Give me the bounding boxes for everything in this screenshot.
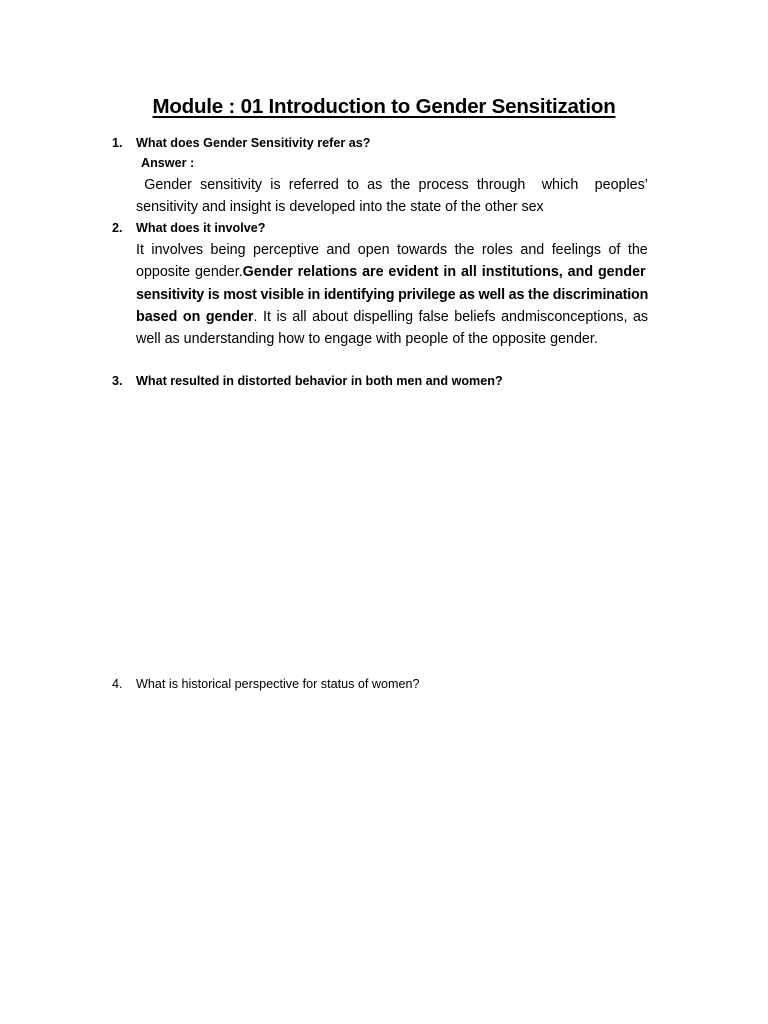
answer-text: opposite gender. (136, 264, 243, 281)
answer-text: . It is all about dispelling false beliefs andmisconceptions, as (253, 308, 649, 325)
answer-line: It involves being perceptive and open towards the roles and feelings of the (136, 242, 648, 258)
question-4 (112, 677, 419, 691)
answer-line (136, 261, 648, 283)
answer-label: Answer : (141, 156, 195, 170)
answer-bold-text: based on gender (136, 308, 254, 325)
question-number: 4. (112, 677, 123, 691)
answer-bold-text: Gender relations are evident in all institutions, and gender (242, 264, 646, 281)
answer-line (136, 284, 648, 306)
page-title: Module : 01 Introduction to Gender Sensitization (152, 95, 616, 118)
question-1 (112, 136, 370, 150)
question-number: 2. (112, 221, 123, 235)
question-text: What resulted in distorted behavior in both men and women? (136, 374, 503, 388)
question-text: What does Gender Sensitivity refer as? (136, 136, 371, 150)
answer-line (136, 306, 648, 328)
question-2 (112, 221, 265, 235)
answer-line: well as understanding how to engage with people of the opposite gender. (136, 331, 598, 348)
question-number: 1. (112, 136, 123, 150)
question-number: 3. (112, 374, 123, 388)
answer-1 (136, 174, 648, 219)
answer-2 (136, 239, 648, 350)
answer-line: sensitivity and insight is developed into the state of the other sex (136, 199, 544, 216)
answer-line: Gender sensitivity is referred to as the process through which peoples’ (136, 177, 648, 193)
question-3 (112, 374, 503, 388)
question-text: What does it involve? (136, 221, 266, 235)
question-text: What is historical perspective for status of women? (136, 677, 420, 691)
answer-bold-text: sensitivity is most visible in identifying privilege as well as the discrimination (136, 286, 649, 303)
